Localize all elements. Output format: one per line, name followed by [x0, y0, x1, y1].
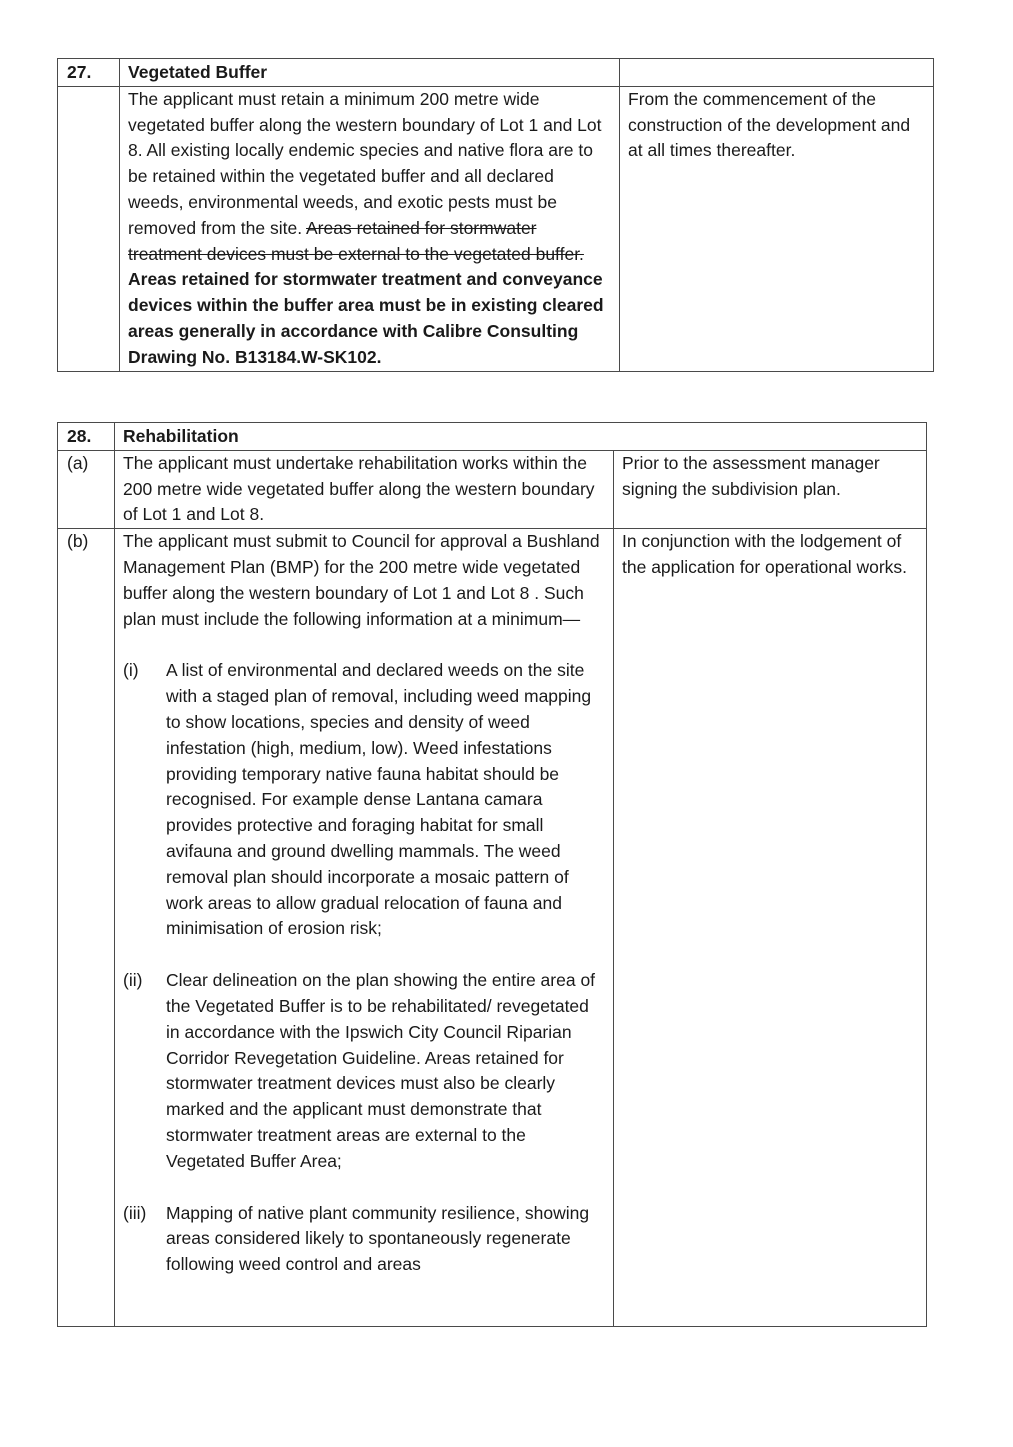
condition-27-body-row — [58, 86, 934, 371]
list-item — [123, 968, 605, 1174]
condition-28a-row — [58, 450, 927, 528]
condition-28b-list — [123, 658, 605, 1278]
condition-28-table — [57, 422, 927, 1327]
condition-27-inserted-text: Areas retained for stormwater treatment and conveyance devices within the buffer area must be in existing cleared areas generally in accordance with Calibre Consulting Drawing No. B13184.W-SK102. — [128, 269, 604, 367]
condition-27-number-empty — [58, 86, 120, 371]
condition-28b-row — [58, 529, 927, 1327]
condition-28-header-row — [58, 423, 927, 451]
list-item — [123, 658, 605, 942]
condition-27-deleted-text: Areas retained for stormwater treatment devices must be external to the vegetated buffer. — [128, 217, 584, 264]
condition-27-number: 27. — [58, 59, 120, 87]
list-item-text: Clear delineation on the plan showing the entire area of the Vegetated Buffer is to be rehabilitated/ revegetated in accordance with the Ipswich City Council Riparian Corridor Revegetation Guideline. Areas retained for stormwater treatment devices must also be clearly marked and the applicant must demonstrate that stormwater treatment areas are external to the Vegetated Buffer Area; — [166, 970, 596, 1171]
condition-28b-label: (b) — [58, 529, 115, 1327]
condition-28a-label: (a) — [58, 450, 115, 528]
list-item — [123, 1201, 605, 1278]
condition-28a-requirement: The applicant must undertake rehabilitation works within the 200 metre wide vegetated buffer along the western boundary of Lot 1 and Lot 8. — [115, 450, 614, 528]
condition-27-requirement — [120, 86, 620, 371]
condition-28-title: Rehabilitation — [115, 423, 927, 451]
condition-28b-timing: In conjunction with the lodgement of the application for operational works. — [614, 529, 927, 1327]
condition-27-header-empty — [620, 59, 934, 87]
condition-28a-timing: Prior to the assessment manager signing the subdivision plan. — [614, 450, 927, 528]
condition-28b-intro: The applicant must submit to Council for approval a Bushland Management Plan (BMP) for the 200 metre wide vegetated buffer along the western boundary of Lot 1 and Lot 8 . Such plan must include the following information at a minimum— — [123, 531, 600, 629]
condition-28b-requirement — [115, 529, 614, 1327]
list-item-text: A list of environmental and declared weeds on the site with a staged plan of removal, including weed mapping to show locations, species and density of weed infestation (high, medium, low). Weed infestations providing temporary native fauna habitat should be recognised. For example dense Lantana camara provides protective and foraging habitat for small avifauna and ground dwelling mammals. The weed removal plan should incorporate a mosaic pattern of work areas to allow gradual relocation of fauna and minimisation of erosion risk; — [166, 660, 592, 939]
condition-27-table — [57, 58, 934, 372]
condition-27-header-row — [58, 59, 934, 87]
condition-28-number: 28. — [58, 423, 115, 451]
condition-27-requirement-text: The applicant must retain a minimum 200 metre wide vegetated buffer along the western boundary of Lot 1 and Lot 8. All existing locally endemic species and native flora are to be retained within the vegetated buffer and all declared weeds, environmental weeds, and exotic pests must be removed from the site. — [128, 88, 602, 238]
list-item-label: (ii) — [123, 970, 143, 991]
condition-27-timing: From the commencement of the construction of the development and at all times thereafter. — [620, 86, 934, 371]
list-item-label: (iii) — [123, 1202, 147, 1223]
list-item-text: Mapping of native plant community resilience, showing areas considered likely to spontaneously regenerate following weed control and areas — [166, 1202, 590, 1275]
list-item-label: (i) — [123, 660, 139, 681]
condition-27-title: Vegetated Buffer — [120, 59, 620, 87]
